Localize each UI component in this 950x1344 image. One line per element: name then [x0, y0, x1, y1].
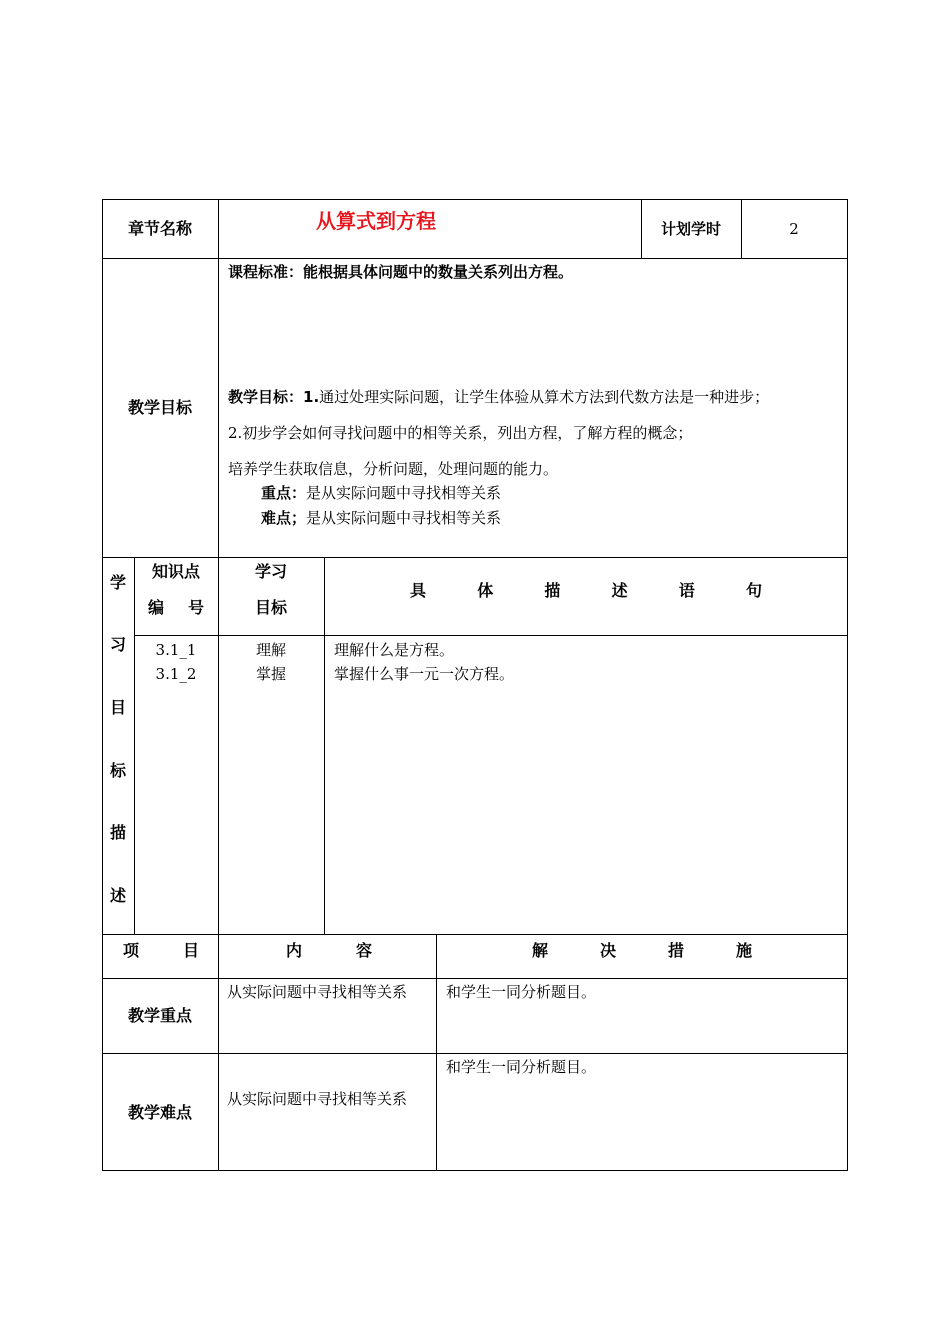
- header-char: 述: [611, 581, 628, 600]
- knowledge-id: 3.1_1: [155, 641, 197, 659]
- header-char: 决: [599, 941, 616, 960]
- chapter-label: 章节名称: [127, 219, 192, 238]
- knowledge-number-header: [148, 598, 204, 618]
- difficulty-line: [261, 508, 501, 528]
- difficulty-text: 是从实际问题中寻找相等关系: [306, 509, 502, 527]
- header-char: 语: [678, 581, 695, 600]
- course-standard: 课程标准：能根据具体问题中的数量关系列出方程。: [228, 263, 574, 281]
- row-label: 教学难点: [127, 1103, 192, 1122]
- key-point-text: 是从实际问题中寻找相等关系: [306, 484, 502, 502]
- teaching-goal-number: 1.: [303, 388, 320, 406]
- header-char: 体: [477, 581, 494, 600]
- row-solution: 和学生一同分析题目。: [446, 1058, 597, 1076]
- key-point-line: [261, 483, 501, 503]
- learning-goal: 掌握: [255, 665, 286, 683]
- header-char: 目: [182, 941, 199, 960]
- teaching-goal-prefix: 教学目标：: [228, 388, 304, 406]
- side-char: 标: [109, 761, 126, 780]
- side-char: 述: [109, 886, 126, 905]
- header-char: 号: [187, 598, 204, 617]
- planned-hours-value: 2: [789, 220, 799, 238]
- item-header: [123, 941, 199, 961]
- side-char: 描: [109, 823, 126, 842]
- header-char: 容: [355, 941, 372, 960]
- content-header: [286, 941, 372, 961]
- header-char: 解: [532, 941, 549, 960]
- chapter-title: 从算式到方程: [316, 209, 436, 233]
- difficulty-label: 难点；: [261, 509, 307, 527]
- side-char: 学: [109, 573, 126, 592]
- teaching-goals-label: 教学目标: [127, 398, 192, 417]
- knowledge-point-header: 知识点: [151, 562, 200, 581]
- description: 理解什么是方程。: [334, 641, 455, 659]
- teaching-goal-3: 培养学生获取信息，分析问题，处理问题的能力。: [228, 460, 559, 478]
- side-char: 目: [109, 698, 126, 717]
- side-char: 习: [109, 635, 126, 654]
- row-solution: 和学生一同分析题目。: [446, 983, 597, 1001]
- learning-goal: 理解: [255, 641, 286, 659]
- header-char: 内: [286, 941, 303, 960]
- knowledge-id: 3.1_2: [155, 665, 197, 683]
- header-char: 措: [667, 941, 684, 960]
- teaching-goal-1: 通过处理实际问题，让学生体验从算术方法到代数方法是一种进步；: [319, 388, 770, 406]
- row-label: 教学重点: [127, 1006, 192, 1025]
- header-char: 句: [745, 581, 762, 600]
- row-content: 从实际问题中寻找相等关系: [227, 983, 408, 1001]
- header-char: 项: [123, 941, 140, 960]
- learning-goal-header: 学习: [254, 562, 287, 581]
- description-header: [410, 581, 762, 601]
- row-content: 从实际问题中寻找相等关系: [227, 1090, 408, 1108]
- teaching-goal-2: 2.初步学会如何寻找问题中的相等关系，列出方程，了解方程的概念；: [228, 424, 693, 442]
- key-point-label: 重点：: [261, 484, 307, 502]
- solution-header: [532, 941, 752, 961]
- description: 掌握什么事一元一次方程。: [334, 665, 515, 683]
- learning-goal-header-2: 目标: [254, 598, 287, 617]
- planned-hours-label: 计划学时: [660, 220, 721, 238]
- header-char: 具: [410, 581, 427, 600]
- header-char: 编: [148, 598, 165, 617]
- teaching-goal-line-1: [228, 387, 769, 407]
- header-char: 描: [544, 581, 561, 600]
- header-char: 施: [735, 941, 752, 960]
